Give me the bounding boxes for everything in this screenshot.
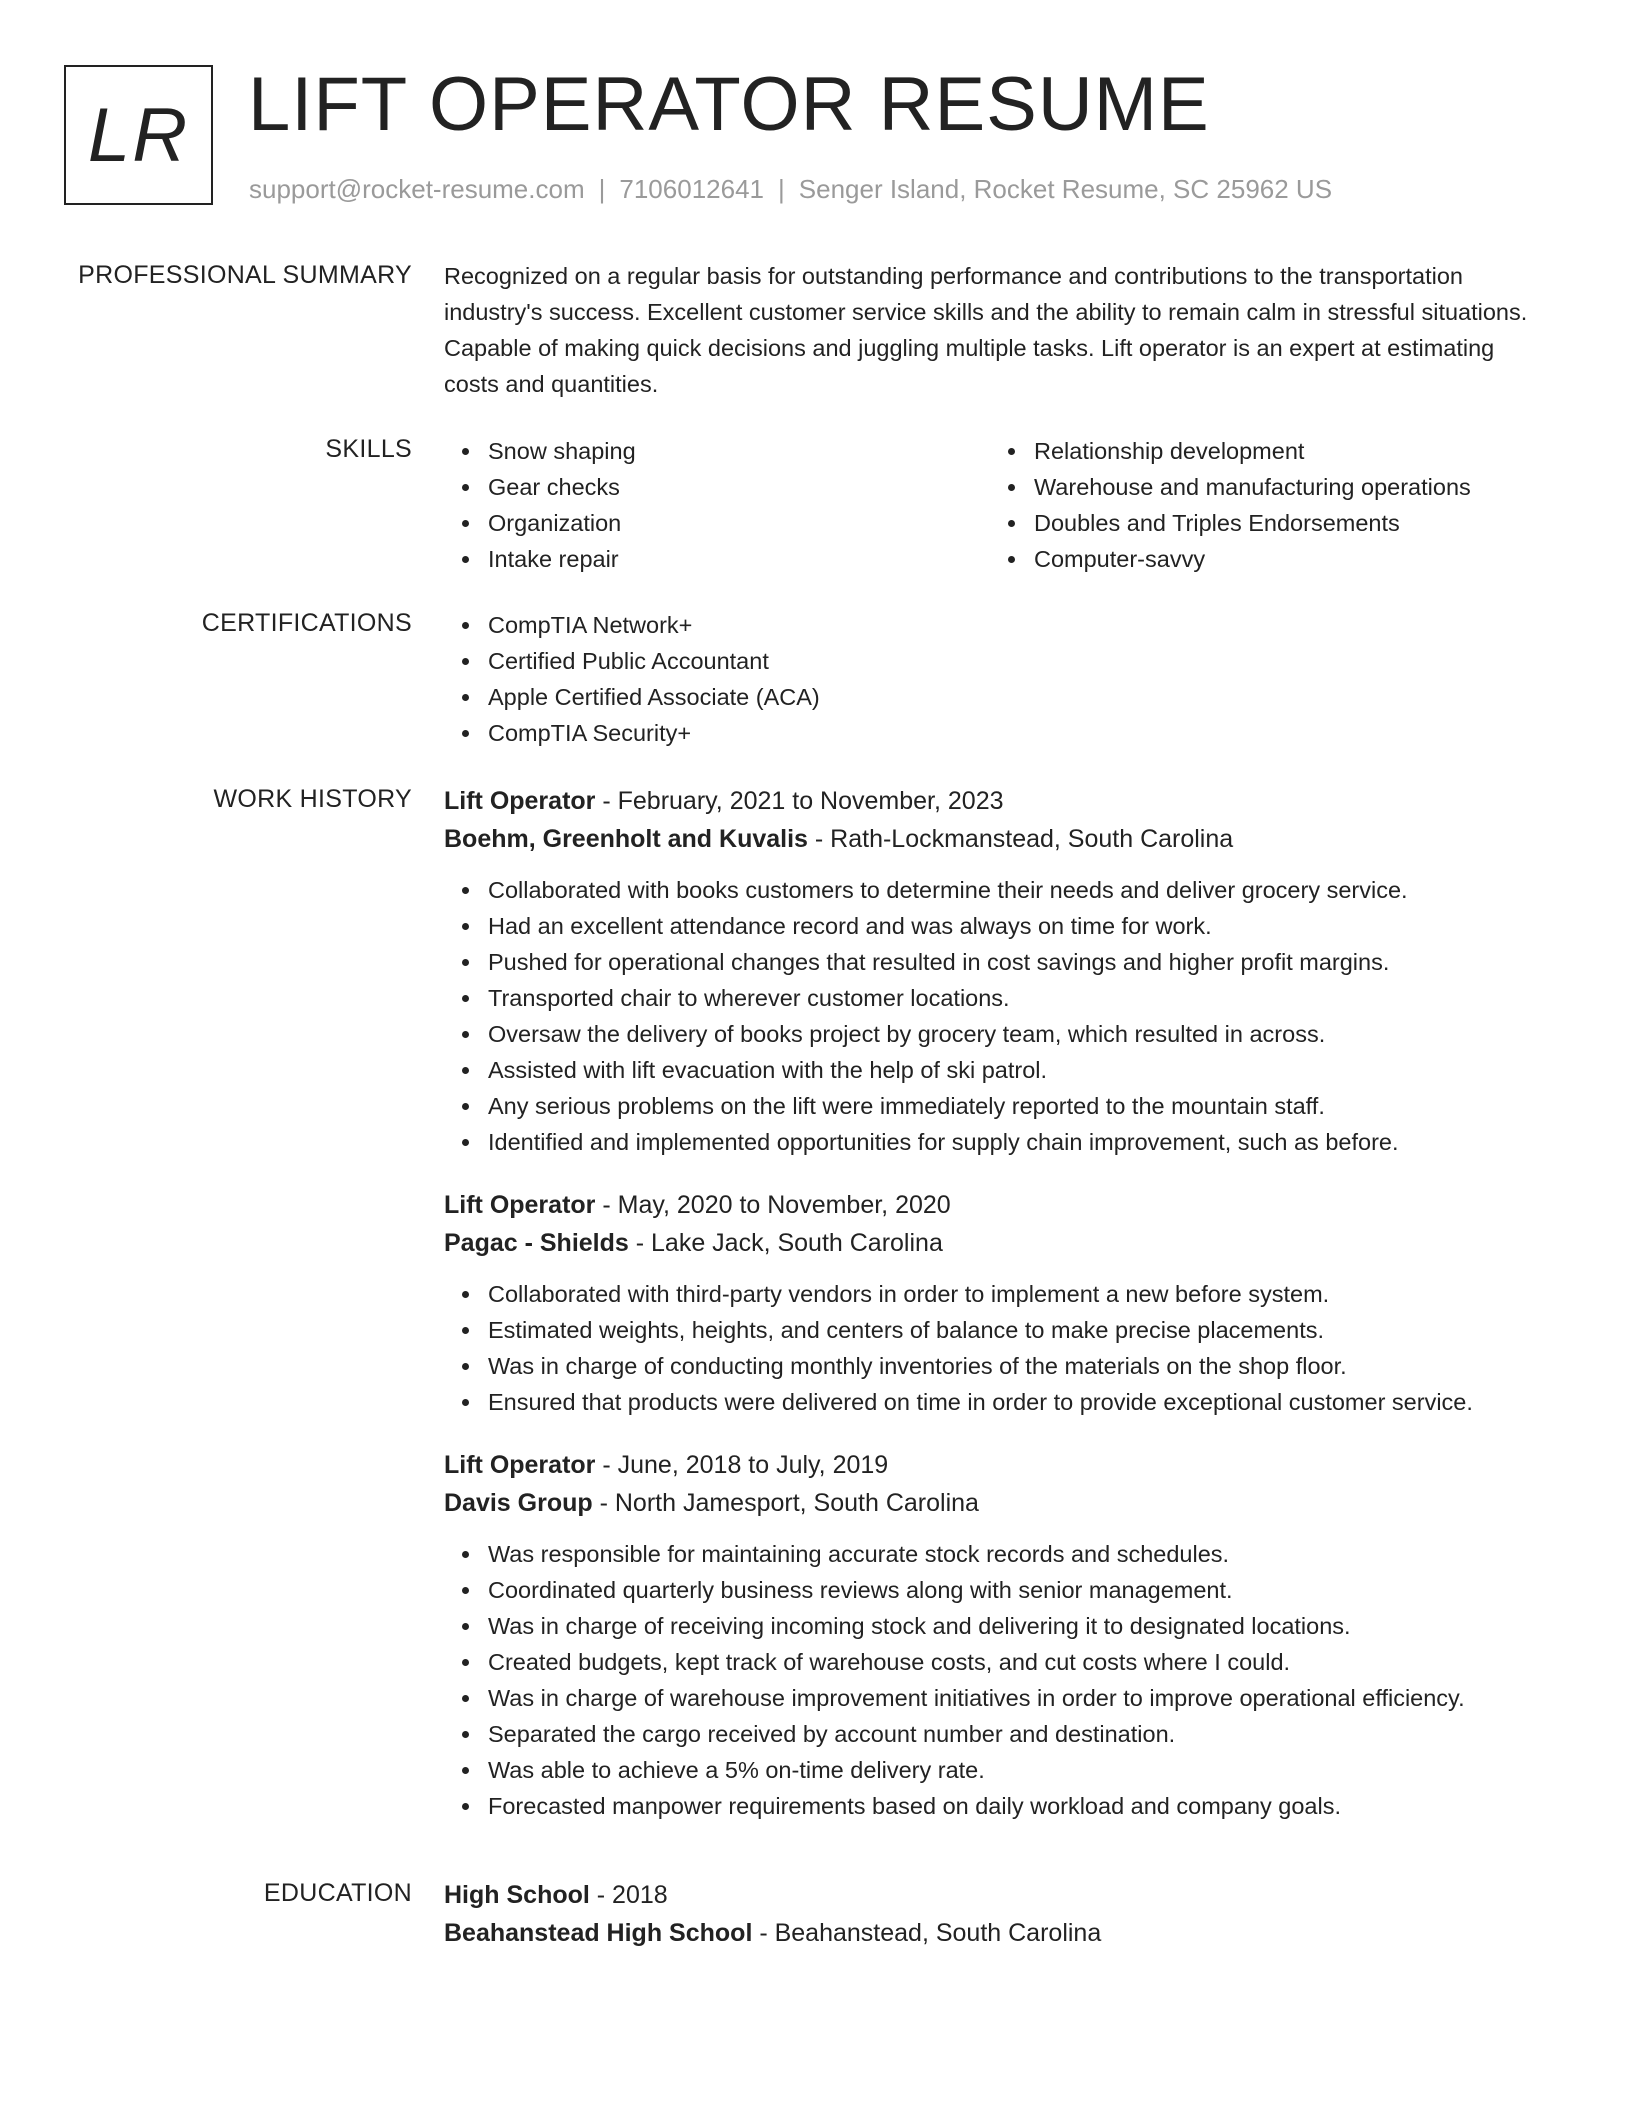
- education-degree: High School: [444, 1881, 590, 1909]
- section-label-certifications: CERTIFICATIONS: [201, 609, 412, 637]
- certifications-body: [444, 607, 1554, 751]
- job-entry: [444, 1186, 1554, 1420]
- section-label-summary: PROFESSIONAL SUMMARY: [78, 261, 412, 289]
- education-school-line: [444, 1914, 1554, 1952]
- list-item: Oversaw the delivery of books project by grocery team, which resulted in across.: [444, 1016, 1554, 1052]
- list-item: Apple Certified Associate (ACA): [444, 679, 1554, 715]
- contact-address: Senger Island, Rocket Resume, SC 25962 US: [798, 174, 1333, 204]
- contact-separator: |: [778, 174, 785, 204]
- list-item: Collaborated with third-party vendors in order to implement a new before system.: [444, 1276, 1554, 1312]
- job-bullets: [444, 1276, 1554, 1420]
- resume-header: [64, 62, 1564, 210]
- monogram-logo: [64, 65, 213, 205]
- list-item: Pushed for operational changes that resulted in cost savings and higher profit margins.: [444, 944, 1554, 980]
- list-item: Was in charge of conducting monthly inventories of the materials on the shop floor.: [444, 1348, 1554, 1384]
- list-item: Ensured that products were delivered on time in order to provide exceptional customer service.: [444, 1384, 1554, 1420]
- list-item: Was in charge of warehouse improvement initiatives in order to improve operational efficiency.: [444, 1680, 1554, 1716]
- summary-text: Recognized on a regular basis for outstanding performance and contributions to the transportation industry's success. Excellent customer service skills and the ability to remain calm in stressful situations. Capable of making quick decisions and juggling multiple tasks. Lift operator is an expert at estimating costs and quantities.: [444, 263, 1528, 397]
- job-dates: - February, 2021 to November, 2023: [595, 787, 1004, 815]
- list-item: Estimated weights, heights, and centers of balance to make precise placements.: [444, 1312, 1554, 1348]
- list-item: Identified and implemented opportunities for supply chain improvement, such as before.: [444, 1124, 1554, 1160]
- education-degree-line: [444, 1876, 1554, 1914]
- skills-grid: [444, 433, 1554, 577]
- job-company: Boehm, Greenholt and Kuvalis: [444, 825, 808, 853]
- job-bullets: [444, 872, 1554, 1160]
- job-title: Lift Operator: [444, 1451, 596, 1479]
- list-item: Doubles and Triples Endorsements: [990, 505, 1536, 541]
- list-item: Any serious problems on the lift were immediately reported to the mountain staff.: [444, 1088, 1554, 1124]
- list-item: Was in charge of receiving incoming stock and delivering it to designated locations.: [444, 1608, 1554, 1644]
- list-item: Separated the cargo received by account number and destination.: [444, 1716, 1554, 1752]
- list-item: CompTIA Network+: [444, 607, 1554, 643]
- section-label-education: EDUCATION: [263, 1879, 412, 1907]
- list-item: Snow shaping: [444, 433, 990, 469]
- job-title: Lift Operator: [444, 787, 596, 815]
- list-item: Transported chair to wherever customer locations.: [444, 980, 1554, 1016]
- job-company-line: [444, 820, 1554, 858]
- job-dates: - May, 2020 to November, 2020: [595, 1191, 951, 1219]
- job-bullets: [444, 1536, 1554, 1824]
- list-item: Was responsible for maintaining accurate stock records and schedules.: [444, 1536, 1554, 1572]
- education-location: - Beahanstead, South Carolina: [752, 1919, 1102, 1947]
- education-school: Beahanstead High School: [444, 1919, 753, 1947]
- list-item: Collaborated with books customers to determine their needs and deliver grocery service.: [444, 872, 1554, 908]
- contact-line: [249, 174, 1332, 205]
- job-entry: [444, 782, 1554, 1160]
- monogram-initials: LR: [87, 92, 190, 178]
- job-company-line: [444, 1224, 1554, 1262]
- job-location: - North Jamesport, South Carolina: [592, 1489, 979, 1517]
- list-item: Warehouse and manufacturing operations: [990, 469, 1536, 505]
- job-location: - Lake Jack, South Carolina: [628, 1229, 943, 1257]
- section-label-work-history: WORK HISTORY: [213, 785, 412, 813]
- certifications-list: [444, 607, 1554, 751]
- skills-list-left: [444, 433, 990, 577]
- list-item: Relationship development: [990, 433, 1536, 469]
- section-label-skills: SKILLS: [325, 435, 412, 463]
- list-item: Was able to achieve a 5% on-time delivery rate.: [444, 1752, 1554, 1788]
- list-item: Coordinated quarterly business reviews along with senior management.: [444, 1572, 1554, 1608]
- list-item: Forecasted manpower requirements based on daily workload and company goals.: [444, 1788, 1554, 1824]
- list-item: Assisted with lift evacuation with the help of ski patrol.: [444, 1052, 1554, 1088]
- list-item: CompTIA Security+: [444, 715, 1554, 751]
- education-year: - 2018: [589, 1881, 668, 1909]
- job-title: Lift Operator: [444, 1191, 596, 1219]
- list-item: Had an excellent attendance record and was always on time for work.: [444, 908, 1554, 944]
- job-company: Pagac - Shields: [444, 1229, 629, 1257]
- list-item: Certified Public Accountant: [444, 643, 1554, 679]
- job-entry: [444, 1446, 1554, 1824]
- job-company: Davis Group: [444, 1489, 593, 1517]
- job-location: - Rath-Lockmanstead, South Carolina: [807, 825, 1234, 853]
- job-title-line: [444, 1186, 1554, 1224]
- job-dates: - June, 2018 to July, 2019: [595, 1451, 889, 1479]
- contact-email[interactable]: support@rocket-resume.com: [249, 174, 585, 204]
- list-item: Gear checks: [444, 469, 990, 505]
- list-item: Created budgets, kept track of warehouse costs, and cut costs where I could.: [444, 1644, 1554, 1680]
- list-item: Organization: [444, 505, 990, 541]
- page-title: LIFT OPERATOR RESUME: [248, 62, 1210, 147]
- job-title-line: [444, 782, 1554, 820]
- list-item: Intake repair: [444, 541, 990, 577]
- summary-body: [444, 258, 1554, 402]
- contact-phone[interactable]: 7106012641: [619, 174, 764, 204]
- job-title-line: [444, 1446, 1554, 1484]
- contact-separator: |: [598, 174, 606, 204]
- education-body: [444, 1876, 1554, 1952]
- skills-list-right: [990, 433, 1536, 577]
- job-company-line: [444, 1484, 1554, 1522]
- list-item: Computer-savvy: [990, 541, 1536, 577]
- work-history-body: [444, 782, 1554, 1824]
